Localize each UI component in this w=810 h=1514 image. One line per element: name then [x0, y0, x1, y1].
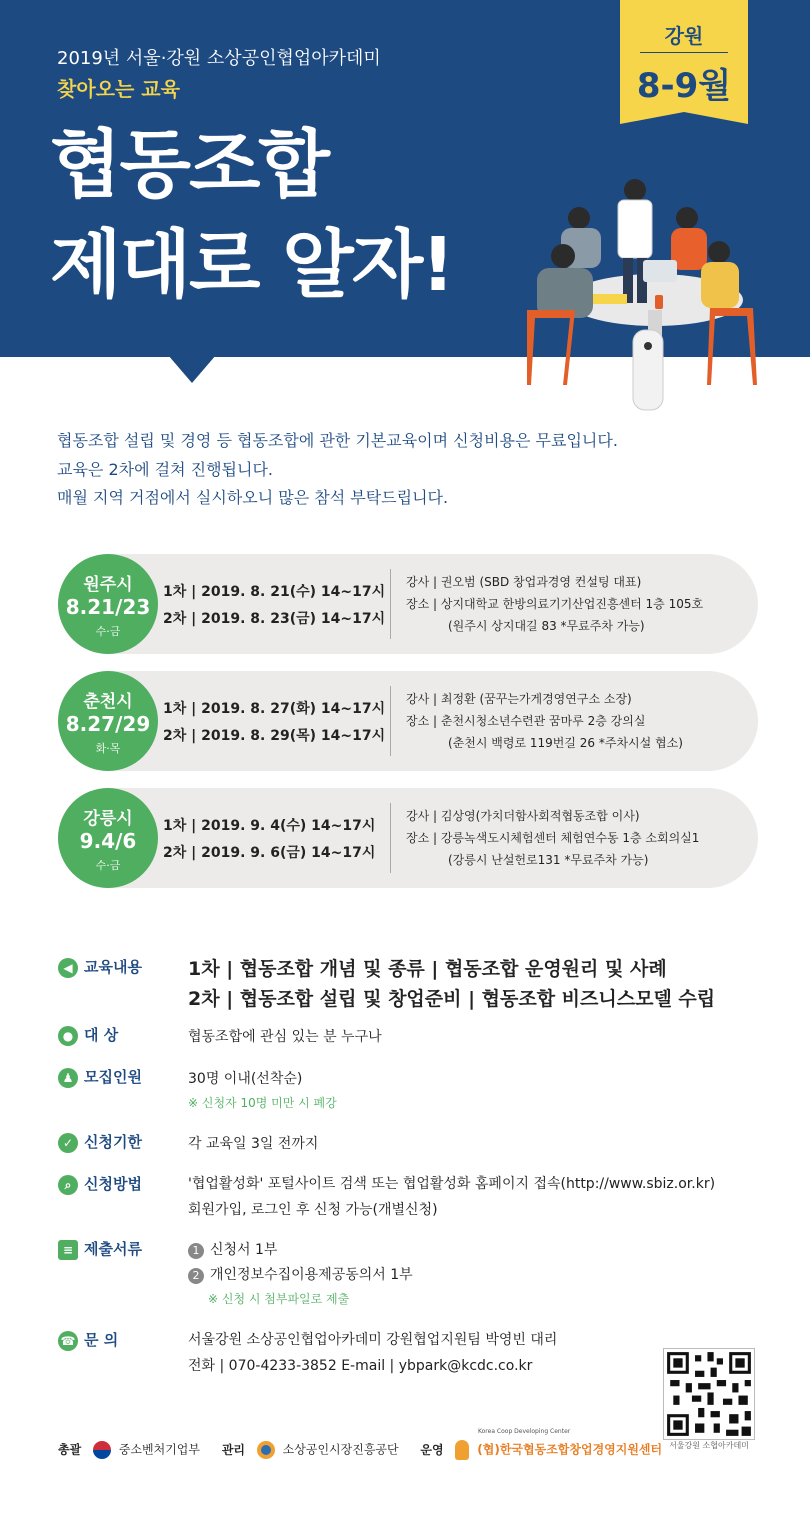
hero-notch	[168, 355, 216, 383]
person-icon: ●	[58, 1026, 78, 1046]
target-value: 협동조합에 관심 있는 분 누구나	[188, 1029, 382, 1045]
recruit-label: ♟ 모집인원	[58, 1066, 142, 1088]
session-badge	[58, 671, 158, 771]
session-divider	[390, 569, 391, 639]
session-venue: 장소 | 춘천시청소년수련관 꿈마루 2층 강의실	[406, 714, 646, 728]
phone-icon: ☎	[58, 1331, 78, 1351]
content-label: ◀ 교육내용	[58, 956, 142, 978]
deadline-value: 각 교육일 3일 전까지	[188, 1136, 319, 1152]
session-details	[406, 571, 703, 637]
intro-line: 협동조합 설립 및 경영 등 협동조합에 관한 기본교육이며 신청비용은 무료입니다.	[57, 431, 618, 450]
contact-line2: 전화 | 070-4233-3852 E-mail | ybpark@kcdc.co.kr	[188, 1358, 533, 1374]
footer-orgs	[58, 1428, 663, 1460]
session-address: (원주시 상지대길 83 *무료주차 가능)	[448, 619, 645, 633]
semas-logo-icon	[257, 1441, 275, 1459]
meeting-illustration	[515, 160, 785, 420]
search-icon: ⌕	[58, 1175, 78, 1195]
region-flag-notch	[620, 112, 748, 124]
kcdc-logo-icon	[455, 1440, 469, 1460]
session-round1: 1차 | 2019. 9. 4(수) 14~17시	[163, 818, 376, 834]
session-round2: 2차 | 2019. 8. 29(목) 14~17시	[163, 728, 386, 744]
footer-label: 총괄	[58, 1442, 82, 1457]
footer-org: 중소벤처기업부	[118, 1442, 200, 1457]
flag-divider	[640, 52, 728, 53]
hero-title-line2: 제대로 알자!	[50, 222, 453, 308]
footer-label: 관리	[221, 1442, 246, 1457]
session-weekdays: 수·금	[95, 859, 121, 872]
check-icon: ✓	[58, 1133, 78, 1153]
method-line1: '협업활성화' 포털사이트 검색 또는 협업활성화 홈페이지 접속(http://www.sbiz.or.kr)	[188, 1176, 716, 1192]
session-venue: 장소 | 상지대학교 한방의료기기산업진흥센터 1층 105호	[406, 597, 704, 611]
session-address: (강릉시 난설헌로131 *무료주차 가능)	[448, 853, 649, 867]
session-instructor: 강사 | 권오범 (SBD 창업과경영 컨설팅 대표)	[406, 575, 642, 589]
intro-line: 교육은 2차에 걸쳐 진행됩니다.	[57, 460, 273, 479]
session-divider	[390, 803, 391, 873]
session-weekdays: 화·목	[95, 742, 121, 755]
footer-org: 소상공인시장진흥공단	[282, 1442, 399, 1457]
contact-label: ☎ 문 의	[58, 1329, 118, 1351]
recruit-value: 30명 이내(선착순)	[188, 1071, 303, 1087]
doc-item-1: 1 신청서 1부	[188, 1239, 277, 1259]
target-label: ● 대 상	[58, 1024, 118, 1046]
clipboard-icon: ≡	[58, 1240, 78, 1260]
footer-org-english: Korea Coop Developing Center	[478, 1428, 571, 1435]
docs-note: ※ 신청 시 첨부파일로 제출	[208, 1292, 350, 1306]
session-details	[406, 688, 683, 754]
qr-code	[663, 1348, 755, 1440]
footer-org: (협)한국협동조합창업경영지원센터	[477, 1442, 663, 1457]
number-badge: 2	[188, 1268, 204, 1284]
flag-region: 강원	[664, 24, 704, 48]
session-round1: 1차 | 2019. 8. 27(화) 14~17시	[163, 701, 386, 717]
session-round1: 1차 | 2019. 8. 21(수) 14~17시	[163, 584, 386, 600]
people-icon: ♟	[58, 1068, 78, 1088]
session-city: 원주시	[83, 575, 133, 595]
session-dates: 8.21/23	[65, 595, 151, 619]
session-instructor: 강사 | 김상영(가치더함사회적협동조합 이사)	[406, 809, 640, 823]
session-details	[406, 805, 699, 871]
session-venue: 장소 | 강릉녹색도시체험센터 체험연수동 1층 소회의실1	[406, 831, 700, 845]
contact-line1: 서울강원 소상공인협업아카데미 강원협업지원팀 박영빈 대리	[188, 1332, 558, 1348]
hero-title-line1: 협동조합	[50, 122, 328, 208]
qr-caption: 서울강원 소협아카데미	[669, 1441, 749, 1450]
content-line2: 2차 | 협동조합 설립 및 창업준비 | 협동조합 비즈니스모델 수립	[188, 988, 716, 1010]
docs-label: ≡ 제출서류	[58, 1238, 142, 1260]
session-weekdays: 수·금	[95, 625, 121, 638]
session-address: (춘천시 백령로 119번길 26 *주차시설 협소)	[448, 736, 683, 750]
session-city: 강릉시	[83, 809, 133, 829]
number-badge: 1	[188, 1243, 204, 1259]
footer-label: 운영	[420, 1442, 444, 1457]
method-label: ⌕ 신청방법	[58, 1173, 142, 1195]
session-divider	[390, 686, 391, 756]
content-line1: 1차 | 협동조합 개념 및 종류 | 협동조합 운영원리 및 사례	[188, 958, 667, 980]
session-round2: 2차 | 2019. 8. 23(금) 14~17시	[163, 611, 386, 627]
recruit-note: ※ 신청자 10명 미만 시 폐강	[188, 1096, 337, 1110]
session-instructor: 강사 | 최정환 (꿈꾸는가게경영연구소 소장)	[406, 692, 632, 706]
hero-subtitle: 2019년 서울·강원 소상공인협업아카데미	[57, 48, 381, 69]
session-round2: 2차 | 2019. 9. 6(금) 14~17시	[163, 845, 376, 861]
session-dates: 9.4/6	[79, 829, 137, 853]
deadline-label: ✓ 신청기한	[58, 1131, 142, 1153]
flag-month: 8-9월	[636, 66, 732, 106]
speaker-icon: ◀	[58, 958, 78, 978]
session-badge	[58, 554, 158, 654]
method-line2: 회원가입, 로그인 후 신청 가능(개별신청)	[188, 1202, 438, 1218]
session-badge	[58, 788, 158, 888]
intro-line: 매월 지역 거점에서 실시하오니 많은 참석 부탁드립니다.	[57, 488, 449, 507]
doc-item-2: 2 개인정보수집이용제공동의서 1부	[188, 1264, 413, 1284]
session-dates: 8.27/29	[65, 712, 151, 736]
session-city: 춘천시	[83, 692, 133, 712]
mss-logo-icon	[93, 1441, 111, 1459]
hero-subtitle-highlight: 찾아오는 교육	[57, 77, 180, 101]
